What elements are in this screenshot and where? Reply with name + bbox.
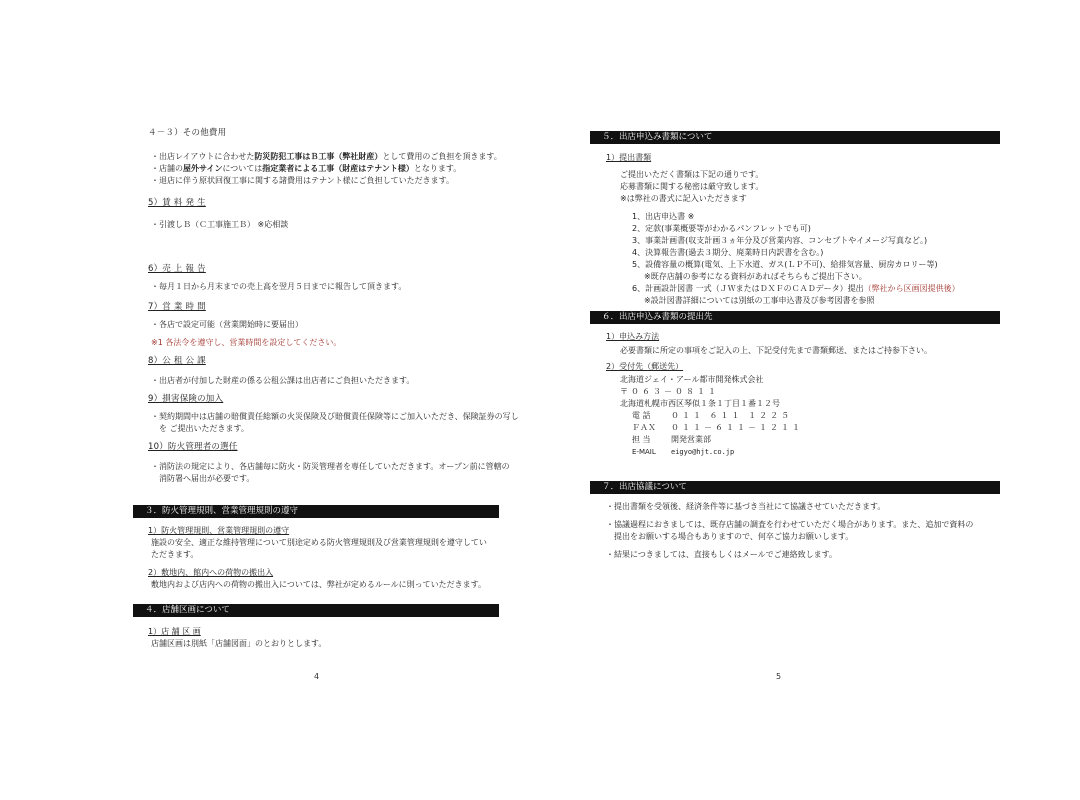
section-5-line-1: ・引渡しＢ（Ｃ工事施工Ｂ） ※応相談 [151, 220, 289, 229]
section-5-title: 5）賃 料 発 生 [148, 198, 206, 208]
section-10-line-1: ・消防法の規定により、各店舗毎に防火・防災管理者を専任していただきます。オープン前に管轄の [151, 462, 510, 471]
text: については [222, 164, 263, 173]
section-10-title: 10）防火管理者の選任 [148, 442, 238, 452]
section-3-2-line-1: 敷地内および店内への荷物の搬出入については、弊社が定めるルールに則っていただきます。 [151, 580, 487, 589]
bold-text: 指定業者による工事（財産はテナント様） [262, 164, 414, 173]
section-4-3-title: ４－３）その他費用 [148, 128, 227, 138]
doc-item-3: 3、事業計画書(収支計画３ヵ年分及び営業内容、コンセプトやイメージ写真など。) [632, 236, 928, 245]
postal-code: 〒０６３－０８１１ [620, 387, 719, 396]
section-3-1-title: 1）防火管理規則、営業管理規則の遵守 [148, 526, 290, 535]
text: として費用のご負担を頂きます。 [382, 152, 502, 161]
section-4-1-line-1: 店舗区画は別紙「店舗図面」のとおりとします。 [151, 639, 327, 648]
section-6-2-title: 2）受付先（郵送先） [606, 362, 684, 371]
section-9-line-2: を ご提出いただきます。 [159, 424, 249, 433]
section-6-line-1: ・毎月１日から月末までの売上高を翌月５日までに報告して頂きます。 [151, 282, 407, 291]
section-7-line-3: 提出をお願いする場合もありますので、何卒ご協力お願いします。 [614, 532, 854, 541]
section-9-title: 9）損害保険の加入 [148, 394, 224, 404]
section-5-1-line-3: ※は弊社の書式に記入いただきます [620, 194, 747, 203]
section-3-2-title: 2）敷地内、館内への荷物の搬出入 [148, 568, 274, 577]
text: となります。 [413, 164, 462, 173]
email-label: E-MAIL [632, 448, 656, 456]
section-6-1-line-1: 必要書類に所定の事項をご記入の上、下記受付先まで書類郵送、またはご持参下さい。 [620, 346, 932, 355]
text: ・店舗の [151, 164, 183, 173]
doc-item-5-note: ※既存店舗の参考になる資料があればそちらもご提出下さい。 [644, 272, 867, 281]
section-7-title: 7）営 業 時 間 [148, 302, 206, 312]
section-7-line-4: ・結果につきましては、直接もしくはメールでご連絡致します。 [606, 550, 838, 559]
section-3-1-line-1: 施設の安全、適正な維持管理について別途定める防火管理規則及び営業管理規則を遵守してい [151, 538, 487, 547]
email-value[interactable]: eigyo@hjt.co.jp [671, 448, 735, 456]
bold-text: 屋外サイン [183, 164, 223, 173]
doc-item-6-note: ※設計図書詳細については別紙の工事申込書及び参考図書を参照 [644, 296, 875, 305]
doc-item-2: 2、定款(事業概要等がわかるパンフレットでも可) [632, 224, 811, 233]
section-7-line-2: ・協議過程におきましては、既存店舗の調査を行わせていただく場合があります。また、追加で資料の [606, 520, 974, 529]
section-8-title: 8）公 租 公 課 [148, 356, 206, 366]
section-4-3-line-3: ・退店に伴う原状回復工事に関する諸費用はテナント様にご負担していただきます。 [151, 176, 454, 185]
fax-label: ＦＡＸ [632, 423, 656, 432]
section-5-1-line-2: 応募書類に関する秘密は厳守致します。 [620, 182, 764, 191]
section-9-line-1: ・契約期間中は店舗の賠償責任総額の火災保険及び賠償責任保険等にご加入いただき、保険証券の写し [151, 412, 519, 421]
person-label: 担 当 [632, 435, 651, 444]
tel-value: ０１１ ６１１ １２２５ [671, 411, 793, 420]
section-10-line-2: 消防署へ届出が必要です。 [159, 474, 255, 483]
doc-item-1: 1、出店申込書 ※ [632, 212, 695, 221]
doc-item-5: 5、設備容量の概算(電気、上下水道、ガス(ＬＰ不可)、給排気容量、厨房カロリー等) [632, 260, 938, 269]
section-7-note: ※1 各法令を遵守し、営業時間を設定してください。 [151, 338, 342, 347]
section-4-3-line-1 [151, 152, 502, 162]
section-bar-4: ４．店舗区画について [133, 604, 499, 617]
person-value: 開発営業部 [671, 435, 711, 444]
section-7-line-1: ・提出書類を受領後、経済条件等に基づき当社にて協議させていただきます。 [606, 502, 886, 511]
section-5-1-title: 1）提出書類 [606, 153, 652, 162]
section-6-title: 6）売 上 報 告 [148, 264, 206, 274]
page-number: 4 [314, 672, 320, 681]
fax-value: ０１１－６１１－１２１１ [671, 423, 803, 432]
section-6-1-title: 1）申込み方法 [606, 332, 660, 341]
highlight-text: （弊社から区画図提供後） [863, 284, 960, 293]
address: 北海道札幌市西区琴似１条１丁目１番１２号 [620, 399, 780, 408]
doc-item-4: 4、決算報告書(過去３期分、廃業時日内訳書を含む。) [632, 248, 824, 257]
section-7-line-1: ・各店で設定可能（営業開始時に要届出） [151, 320, 303, 329]
page-number: 5 [776, 672, 782, 681]
section-4-3-line-2 [151, 164, 461, 174]
section-bar-5: ５．出店申込み書類について [590, 131, 1000, 144]
section-3-1-line-2: ただきます。 [151, 550, 199, 559]
text: ・出店レイアウトに合わせた [151, 152, 255, 161]
doc-item-6 [632, 284, 960, 294]
section-5-1-line-1: ご提出いただく書類は下記の通りです。 [620, 170, 764, 179]
page-5 [540, 0, 1080, 800]
section-bar-7: ７．出店協議について [590, 481, 1000, 494]
section-8-line-1: ・出店者が付加した財産の係る公租公課は出店者にご負担いただきます。 [151, 376, 415, 385]
text: 6、計画設計図書 一式（ＪＷまたはＤＸＦのＣＡＤデータ）提出 [632, 284, 864, 293]
section-bar-6: ６．出店申込み書類の提出先 [590, 311, 1000, 324]
tel-label: 電 話 [632, 411, 651, 420]
section-4-1-title: 1）店 舗 区 画 [148, 627, 201, 636]
bold-text: 防災防犯工事はＢ工事（弊社財産） [254, 152, 383, 161]
section-bar-3: ３．防火管理規則、営業管理規則の遵守 [133, 505, 499, 518]
company-name: 北海道ジェイ・アール都市開発株式会社 [620, 375, 764, 384]
